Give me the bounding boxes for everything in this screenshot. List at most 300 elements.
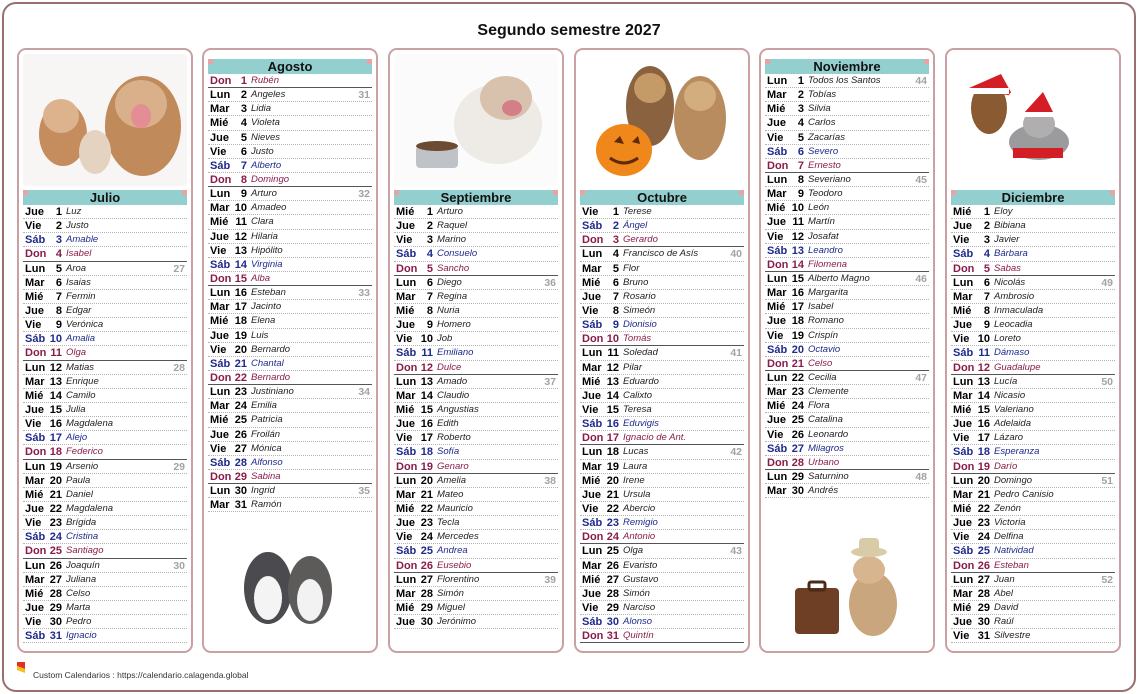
day-of-week: Sáb [953, 446, 974, 459]
day-number: 31 [49, 630, 62, 643]
day-number: 10 [791, 202, 804, 215]
saint-name: Fermin [66, 290, 96, 302]
day-of-week: Vie [210, 343, 227, 356]
day-number: 12 [977, 361, 990, 374]
day-number: 24 [791, 400, 804, 413]
day-row [23, 530, 187, 544]
day-of-week: Vie [767, 230, 784, 243]
saint-name: Gerardo [623, 234, 658, 246]
saint-name: Justo [251, 145, 274, 157]
saint-name: Sabina [251, 470, 281, 482]
day-row [394, 431, 558, 445]
saint-name: Paula [66, 474, 91, 486]
day-row [23, 403, 187, 417]
day-number: 22 [420, 502, 433, 515]
day-number: 29 [420, 601, 433, 614]
day-row [394, 332, 558, 346]
day-of-week: Jue [767, 117, 786, 130]
day-row [208, 173, 372, 187]
day-of-week: Don [25, 446, 47, 459]
day-row [951, 587, 1115, 601]
day-row [394, 247, 558, 261]
saint-name: Bernardo [251, 343, 291, 355]
day-number: 27 [977, 573, 990, 586]
day-number: 6 [426, 276, 433, 289]
saint-name: Luis [251, 329, 269, 341]
day-of-week: Lun [767, 371, 788, 384]
saint-name: Ángel [623, 220, 648, 232]
day-number: 5 [983, 262, 990, 275]
day-number: 25 [234, 414, 247, 427]
month-agosto [208, 59, 372, 512]
day-row [765, 74, 929, 88]
day-row [23, 559, 187, 573]
day-number: 9 [612, 319, 619, 332]
day-number: 4 [983, 248, 990, 261]
saint-name: Alonso [623, 616, 653, 628]
month-header: Noviembre [765, 59, 929, 74]
day-number: 18 [606, 446, 619, 459]
day-row [23, 431, 187, 445]
day-number: 16 [420, 418, 433, 431]
saint-name: Chantal [251, 357, 284, 369]
day-of-week: Mié [767, 301, 786, 314]
day-number: 10 [606, 333, 619, 346]
saint-name: Bibiana [994, 220, 1026, 232]
day-of-week: Don [25, 347, 47, 360]
day-row [580, 233, 744, 247]
day-of-week: Mar [582, 361, 602, 374]
day-of-week: Sáb [25, 432, 46, 445]
day-of-week: Sáb [25, 333, 46, 346]
saint-name: Loreto [994, 333, 1021, 345]
saint-name: Isaias [66, 276, 91, 288]
saint-name: Rosario [623, 290, 656, 302]
day-row [23, 488, 187, 502]
day-of-week: Don [210, 371, 232, 384]
day-number: 17 [420, 432, 433, 445]
day-row [580, 629, 744, 643]
day-number: 13 [420, 375, 433, 388]
day-number: 30 [791, 485, 804, 498]
day-of-week: Mar [953, 587, 973, 600]
day-of-week: Mar [582, 262, 602, 275]
day-of-week: Mar [767, 386, 787, 399]
day-row [394, 375, 558, 389]
day-number: 16 [791, 287, 804, 300]
month-septiembre [394, 190, 558, 629]
day-row [580, 290, 744, 304]
day-number: 18 [234, 315, 247, 328]
day-number: 20 [234, 343, 247, 356]
day-row [580, 502, 744, 516]
week-number: 48 [915, 470, 927, 483]
day-number: 30 [420, 616, 433, 629]
day-number: 7 [426, 290, 433, 303]
day-row [580, 276, 744, 290]
day-of-week: Lun [25, 559, 46, 572]
day-of-week: Lun [953, 573, 974, 586]
day-of-week: Sáb [25, 630, 46, 643]
saint-name: Teresa [623, 403, 652, 415]
day-of-week: Mié [582, 474, 601, 487]
day-row [394, 290, 558, 304]
day-row [951, 332, 1115, 346]
day-of-week: Sáb [396, 446, 417, 459]
day-number: 2 [612, 220, 619, 233]
day-of-week: Jue [396, 616, 415, 629]
day-number: 1 [612, 206, 619, 218]
day-of-week: Jue [767, 216, 786, 229]
saint-name: Amable [66, 234, 99, 246]
day-of-week: Mar [25, 573, 45, 586]
day-of-week: Lun [25, 361, 46, 374]
day-number: 31 [606, 630, 619, 643]
saint-name: Arturo [251, 188, 277, 200]
day-row [208, 258, 372, 272]
day-number: 8 [612, 304, 619, 317]
day-number: 24 [49, 531, 62, 544]
day-row [394, 615, 558, 629]
saint-name: Jacinto [251, 301, 282, 313]
saint-name: Soledad [623, 347, 658, 359]
saint-name: Carlos [808, 117, 836, 129]
day-number: 18 [420, 446, 433, 459]
day-row [580, 403, 744, 417]
day-of-week: Lun [582, 248, 603, 261]
day-row [394, 474, 558, 488]
day-number: 2 [240, 89, 247, 102]
day-of-week: Mié [953, 502, 972, 515]
day-of-week: Sáb [953, 545, 974, 558]
day-number: 3 [55, 234, 62, 247]
day-of-week: Mié [210, 315, 229, 328]
column-agosto [202, 48, 378, 653]
day-of-week: Vie [210, 244, 227, 257]
day-number: 25 [420, 545, 433, 558]
saint-name: Dámaso [994, 347, 1030, 359]
week-number: 42 [730, 446, 742, 459]
saint-name: Olga [66, 347, 87, 359]
day-row [394, 488, 558, 502]
day-row [951, 544, 1115, 558]
saint-name: Enrique [66, 375, 99, 387]
day-row [23, 361, 187, 375]
day-of-week: Lun [396, 474, 417, 487]
saint-name: Victoria [994, 517, 1026, 529]
saint-name: Simeón [623, 304, 656, 316]
saint-name: Nuria [437, 304, 460, 316]
saint-name: Elena [251, 315, 276, 327]
day-number: 14 [606, 389, 619, 402]
day-row [765, 456, 929, 470]
day-of-week: Jue [396, 319, 415, 332]
day-of-week: Lun [396, 573, 417, 586]
day-of-week: Sáb [582, 220, 603, 233]
week-number: 28 [173, 361, 185, 374]
day-row [394, 587, 558, 601]
day-row [394, 445, 558, 459]
day-row [23, 516, 187, 530]
day-number: 20 [420, 474, 433, 487]
day-number: 2 [426, 220, 433, 233]
week-number: 37 [544, 375, 556, 388]
day-number: 29 [606, 601, 619, 614]
saint-name: Milagros [808, 442, 844, 454]
day-number: 5 [797, 131, 804, 144]
day-of-week: Sáb [210, 456, 231, 469]
saint-name: Esteban [994, 559, 1029, 571]
month-header: Julio [23, 190, 187, 205]
noviembre-photo [765, 526, 929, 641]
day-row [23, 544, 187, 558]
day-number: 7 [983, 290, 990, 303]
day-row [208, 357, 372, 371]
saint-name: Teodoro [808, 188, 843, 200]
day-row [765, 329, 929, 343]
day-of-week: Vie [396, 531, 413, 544]
day-row [394, 361, 558, 375]
day-number: 6 [983, 276, 990, 289]
saint-name: Justiniano [251, 386, 294, 398]
day-number: 5 [55, 262, 62, 275]
saint-name: Homero [437, 319, 471, 331]
day-of-week: Vie [953, 432, 970, 445]
saint-name: Flora [808, 400, 830, 412]
saint-name: Amelia [437, 474, 467, 486]
day-of-week: Mié [396, 304, 415, 317]
day-of-week: Mié [953, 601, 972, 614]
day-row [208, 88, 372, 102]
day-row [951, 559, 1115, 573]
saint-name: Andrea [437, 545, 468, 557]
day-row [765, 300, 929, 314]
day-number: 13 [791, 244, 804, 257]
day-row [580, 361, 744, 375]
footer-credit[interactable]: Custom Calendarios : https://calendario.calagenda.global [33, 670, 249, 680]
saint-name: Pedro [66, 616, 92, 628]
day-number: 23 [791, 386, 804, 399]
saint-name: Catalina [808, 414, 843, 426]
day-of-week: Lun [953, 375, 974, 388]
saint-name: Joaquín [66, 559, 100, 571]
day-of-week: Jue [582, 488, 601, 501]
day-number: 26 [234, 428, 247, 441]
octubre-photo [580, 54, 744, 186]
day-row [23, 262, 187, 276]
day-of-week: Vie [767, 428, 784, 441]
saint-name: Margarita [808, 287, 849, 299]
day-number: 26 [49, 559, 62, 572]
saint-name: Esteban [251, 287, 286, 299]
saint-name: Alberto Magno [808, 272, 870, 284]
day-row [23, 587, 187, 601]
day-row [394, 233, 558, 247]
saint-name: Consuelo [437, 248, 478, 260]
saint-name: Guadalupe [994, 361, 1041, 373]
day-of-week: Jue [25, 403, 44, 416]
day-number: 19 [606, 460, 619, 473]
day-number: 26 [977, 559, 990, 572]
day-row [208, 300, 372, 314]
day-row [580, 516, 744, 530]
day-row [23, 502, 187, 516]
saint-name: Froilán [251, 428, 281, 440]
day-of-week: Mar [25, 474, 45, 487]
day-number: 23 [606, 517, 619, 530]
day-number: 6 [612, 276, 619, 289]
week-number: 30 [173, 559, 185, 572]
day-row [208, 314, 372, 328]
day-of-week: Sáb [953, 248, 974, 261]
week-number: 47 [915, 371, 927, 384]
day-number: 26 [420, 559, 433, 572]
saint-name: Dionisio [623, 319, 657, 331]
saint-name: Miguel [437, 601, 465, 613]
saint-name: Antonio [623, 531, 656, 543]
saint-name: Alfonso [251, 456, 283, 468]
day-of-week: Jue [953, 517, 972, 530]
day-of-week: Jue [25, 206, 44, 218]
day-row [23, 205, 187, 219]
day-number: 29 [791, 470, 804, 483]
day-of-week: Mié [396, 601, 415, 614]
day-of-week: Vie [953, 234, 970, 247]
day-number: 5 [612, 262, 619, 275]
day-row [765, 357, 929, 371]
day-row [208, 159, 372, 173]
saint-name: Calixto [623, 389, 653, 401]
day-number: 23 [49, 517, 62, 530]
saint-name: Abel [994, 587, 1014, 599]
day-number: 25 [791, 414, 804, 427]
day-number: 21 [791, 357, 804, 370]
day-of-week: Mié [25, 389, 44, 402]
saint-name: Adelaida [994, 418, 1031, 430]
saint-name: Inmaculada [994, 304, 1044, 316]
septiembre-photo [394, 54, 558, 186]
saint-name: Domingo [251, 173, 290, 185]
day-row [23, 460, 187, 474]
day-number: 19 [791, 329, 804, 342]
day-row [951, 205, 1115, 219]
day-number: 1 [240, 75, 247, 87]
saint-name: Raúl [994, 616, 1014, 628]
day-number: 28 [606, 587, 619, 600]
week-number: 32 [358, 188, 370, 201]
day-number: 29 [234, 470, 247, 483]
column-septiembre [388, 48, 564, 653]
day-of-week: Jue [25, 502, 44, 515]
day-number: 17 [49, 432, 62, 445]
day-of-week: Vie [210, 145, 227, 158]
saint-name: Todos los Santos [808, 75, 881, 86]
day-number: 30 [234, 485, 247, 498]
week-number: 52 [1101, 573, 1113, 586]
saint-name: Celso [66, 587, 91, 599]
day-row [580, 445, 744, 459]
day-of-week: Lun [767, 75, 788, 87]
day-row [208, 201, 372, 215]
saint-name: Alejo [66, 432, 88, 444]
day-row [580, 474, 744, 488]
month-header: Septiembre [394, 190, 558, 205]
day-row [951, 389, 1115, 403]
day-number: 30 [977, 616, 990, 629]
week-number: 29 [173, 460, 185, 473]
day-of-week: Lun [767, 173, 788, 186]
day-of-week: Sáb [210, 258, 231, 271]
day-number: 6 [240, 145, 247, 158]
day-of-week: Mié [25, 587, 44, 600]
day-row [951, 262, 1115, 276]
day-number: 11 [421, 347, 433, 360]
day-number: 14 [234, 258, 247, 271]
saint-name: Leandro [808, 244, 843, 256]
saint-name: Celso [808, 357, 833, 369]
saint-name: Leonardo [808, 428, 849, 440]
day-row [765, 413, 929, 427]
day-of-week: Mié [582, 276, 601, 289]
day-row [23, 247, 187, 261]
day-number: 15 [234, 272, 247, 285]
day-row [208, 102, 372, 116]
week-number: 38 [544, 474, 556, 487]
saint-name: Saturnino [808, 470, 849, 482]
day-number: 11 [792, 216, 804, 229]
day-row [951, 219, 1115, 233]
calagenda-logo-icon [17, 662, 27, 673]
day-row [208, 187, 372, 201]
day-number: 17 [977, 432, 990, 445]
saint-name: Justo [66, 220, 89, 232]
day-number: 3 [797, 103, 804, 116]
day-of-week: Mié [210, 216, 229, 229]
day-row [394, 573, 558, 587]
saint-name: Zacarías [808, 131, 845, 143]
saint-name: Mercedes [437, 531, 479, 543]
saint-name: Ambrosio [994, 290, 1035, 302]
day-number: 19 [977, 460, 990, 473]
saint-name: Ingrid [251, 485, 275, 497]
saint-name: Violeta [251, 117, 280, 129]
day-row [951, 615, 1115, 629]
saint-name: Mateo [437, 488, 464, 500]
saint-name: Magdalena [66, 418, 114, 430]
day-row [394, 219, 558, 233]
saint-name: Domingo [994, 474, 1033, 486]
day-of-week: Don [582, 630, 604, 643]
day-row [765, 272, 929, 286]
day-row [765, 399, 929, 413]
day-of-week: Sáb [953, 347, 974, 360]
day-row [765, 385, 929, 399]
day-row [394, 460, 558, 474]
day-number: 18 [791, 315, 804, 328]
saint-name: Lucía [994, 375, 1018, 387]
month-header: Diciembre [951, 190, 1115, 205]
saint-name: Edith [437, 418, 459, 430]
day-of-week: Jue [210, 329, 229, 342]
day-row [23, 276, 187, 290]
day-row [394, 389, 558, 403]
day-of-week: Mar [767, 188, 787, 201]
saint-name: Mónica [251, 442, 282, 454]
day-row [951, 346, 1115, 360]
day-of-week: Lun [210, 287, 231, 300]
day-number: 25 [49, 545, 62, 558]
day-number: 16 [234, 287, 247, 300]
